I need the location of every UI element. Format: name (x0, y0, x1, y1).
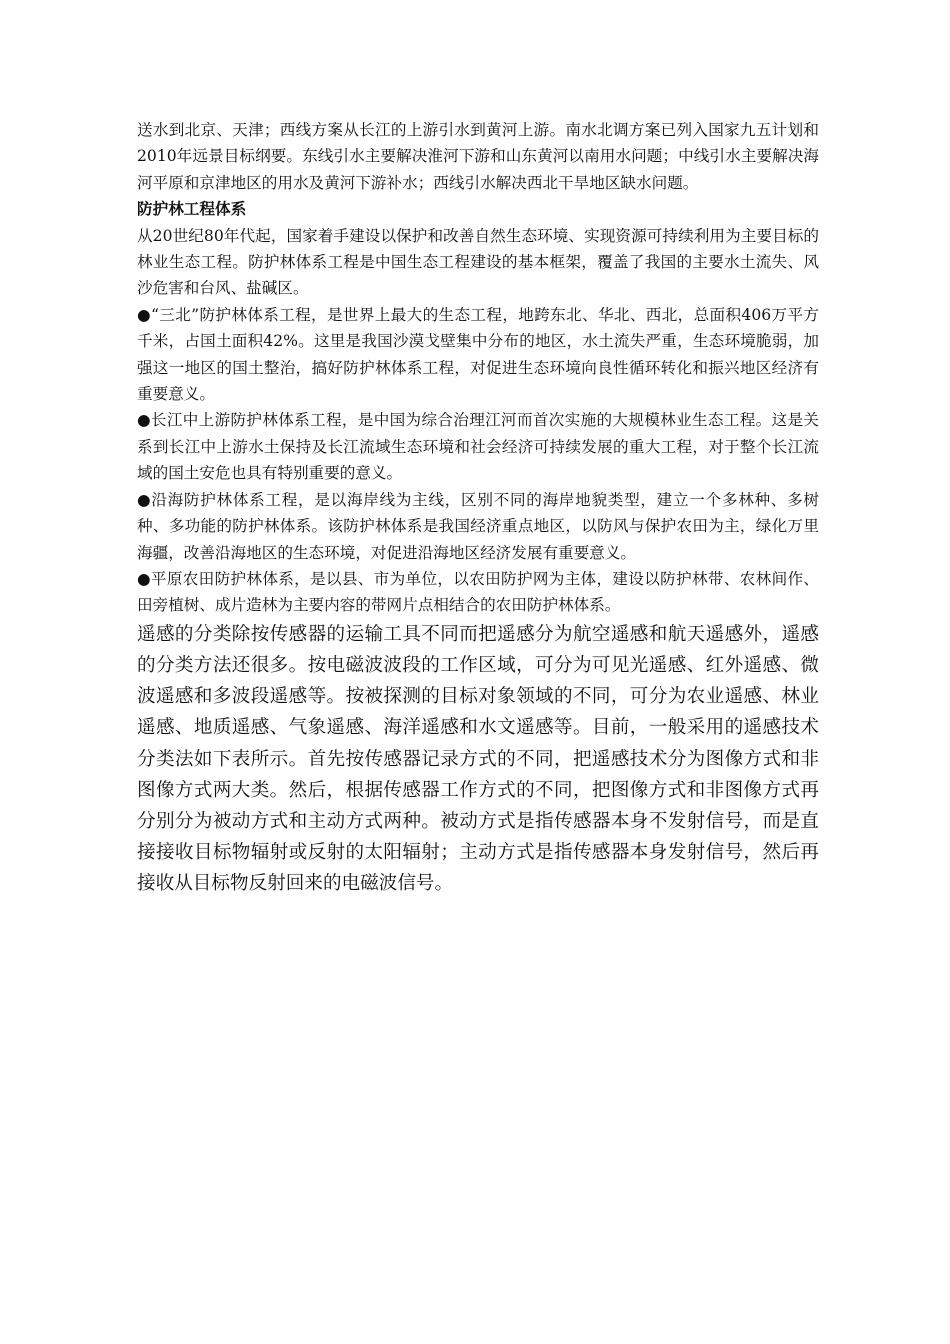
section-heading: 防护林工程体系 (137, 200, 247, 219)
section-intro-paragraph: 从20世纪80年代起，国家着手建设以保护和改善自然生态环境、实现资源可持续利用为主要目标的林业生态工程。防护林体系工程是中国生态工程建设的基本框架，覆盖了我国的主要水土流失、风沙危害和台风、盐碱区。 (137, 226, 819, 298)
remote-sensing-paragraph: 遥感的分类除按传感器的运输工具不同而把遥感分为航空遥感和航天遥感外，遥感的分类方法还很多。按电磁波波段的工作区域，可分为可见光遥感、红外遥感、微波遥感和多波段遥感等。按被探测的目标对象领域的不同，可分为农业遥感、林业遥感、地质遥感、气象遥感、海洋遥感和水文遥感等。目前，一般采用的遥感技术分类法如下表所示。首先按传感器记录方式的不同，把遥感技术分为图像方式和非图像方式两大类。然后，根据传感器工作方式的不同，把图像方式和非图像方式再分别分为被动方式和主动方式两种。被动方式是指传感器本身不发射信号，而是直接接收目标物辐射或反射的太阳辐射；主动方式是指传感器本身发射信号，然后再接收从目标物反射回来的电磁波信号。 (137, 623, 819, 895)
bullet-yangtze: ●长江中上游防护林体系工程，是中国为综合治理江河而首次实施的大规模林业生态工程。这是关系到长江中上游水土保持及长江流域生态环境和社会经济可持续发展的重大工程，对于整个长江流域的国土安危也具有特别重要的意义。 (137, 411, 819, 483)
document-page (137, 117, 819, 900)
intro-paragraph: 送水到北京、天津；西线方案从长江的上游引水到黄河上游。南水北调方案已列入国家九五计划和2010年远景目标纲要。东线引水主要解决淮河下游和山东黄河以南用水问题；中线引水主要解决海河平原和京津地区的用水及黄河下游补水；西线引水解决西北干旱地区缺水问题。 (137, 121, 819, 192)
bullet-three-north: ●“三北”防护林体系工程，是世界上最大的生态工程，地跨东北、华北、西北，总面积406万平方千米，占国土面积42%。这里是我国沙漠戈壁集中分布的地区，水土流失严重，生态环境脆弱，加强这一地区的国土整治，搞好防护林体系工程，对促进生态环境向良性循环转化和振兴地区经济有重要意义。 (137, 305, 819, 404)
bullet-coastal: ●沿海防护林体系工程，是以海岸线为主线，区别不同的海岸地貌类型，建立一个多林种、多树种、多功能的防护林体系。该防护林体系是我国经济重点地区，以防风与保护农田为主，绿化万里海疆，改善沿海地区的生态环境，对促进沿海地区经济发展有重要意义。 (137, 490, 819, 562)
bullet-plain-farmland: ●平原农田防护林体系，是以县、市为单位，以农田防护网为主体，建设以防护林带、农林间作、田旁植树、成片造林为主要内容的带网片点相结合的农田防护林体系。 (137, 569, 819, 615)
